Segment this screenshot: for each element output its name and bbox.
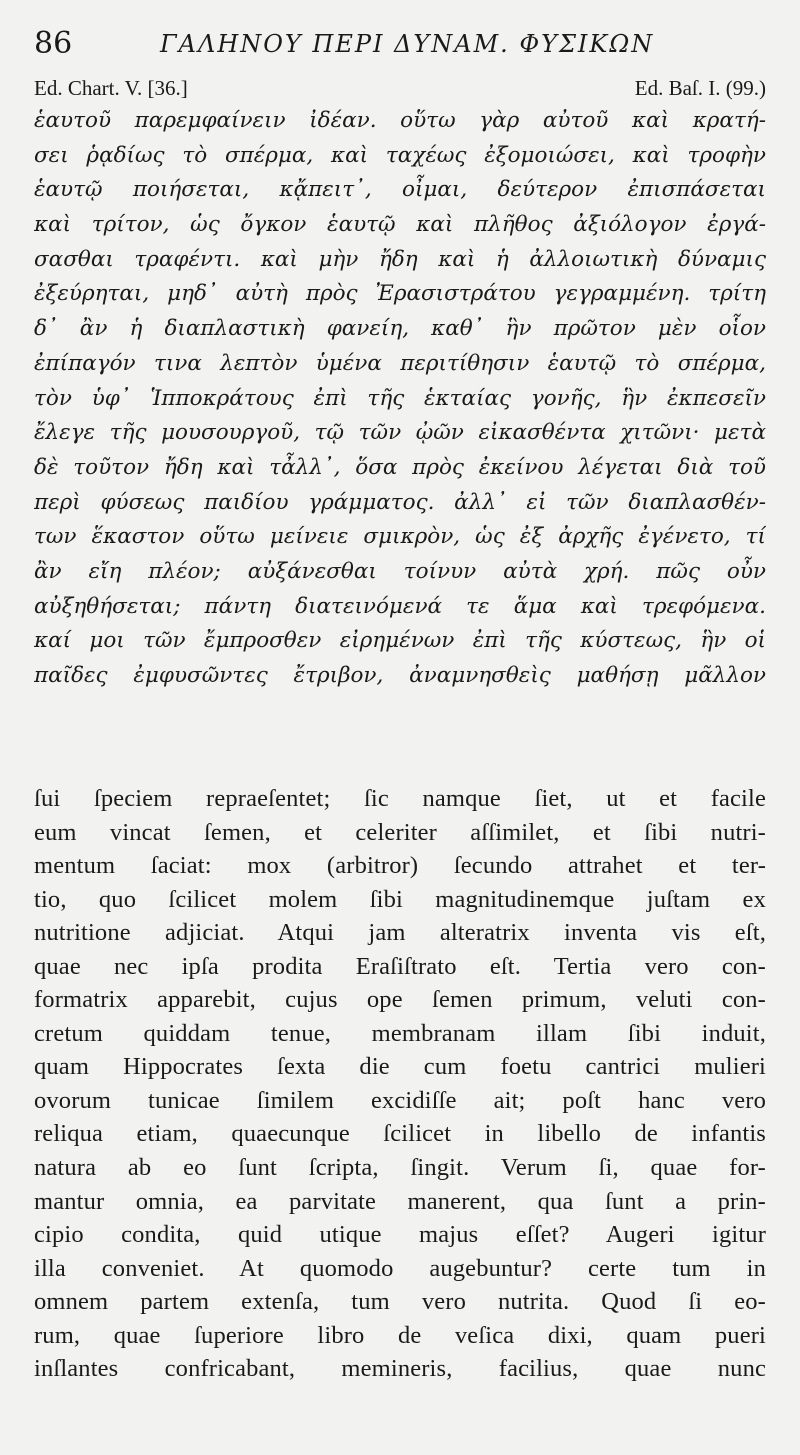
- latin-text-line: tio, quo ſcilicet molem ſibi magnitudinemque juſtam ex: [34, 885, 766, 913]
- greek-text-line: ἑαυτοῦ παρεμφαίνειν ἰδέαν. οὕτω γὰρ αὐτοῦ καὶ κρατή-: [34, 108, 766, 133]
- latin-text-line: eum vincat ſemen, et celeriter aſſimilet, et ſibi nutri-: [34, 818, 766, 846]
- latin-text-line: omnem partem extenſa, tum vero nutrita. Quod ſi eo-: [34, 1288, 766, 1316]
- greek-text-line: σει ῥᾳδίως τὸ σπέρμα, καὶ ταχέως ἐξομοιώσει, καὶ τροφὴν: [34, 142, 766, 168]
- latin-text-line: ovorum tunicae ſimilem excidiſſe ait; poſt hanc vero: [34, 1086, 766, 1114]
- latin-text-line: natura ab eo ſunt ſcripta, ſingit. Verum ſi, quae for-: [34, 1154, 766, 1182]
- greek-text-line: ἑαυτῷ ποιήσεται, κᾄπειτ᾽, οἶμαι, δεύτερον ἐπισπάσεται: [34, 177, 766, 203]
- greek-text-line: των ἕκαστον οὕτω μείνειε σμικρὸν, ὡς ἐξ ἀρχῆς ἐγένετο, τί: [34, 524, 766, 550]
- edition-reference-line: [34, 74, 766, 102]
- latin-text-line: cipio condita, quid utique majus eſſet? Augeri igitur: [34, 1221, 766, 1249]
- latin-text-line: rum, quae ſuperiore libro de veſica dixi, quam pueri: [34, 1321, 766, 1349]
- latin-text-line: quae nec ipſa prodita Eraſiſtrato eſt. Tertia vero con-: [34, 952, 766, 980]
- greek-text-block: [34, 104, 766, 694]
- page-header: [34, 24, 770, 64]
- greek-text-line: τὸν ὑφ᾽ Ἱπποκράτους ἐπὶ τῆς ἑκταίας γονῆς, ἣν ἐκπεσεῖν: [34, 385, 766, 411]
- greek-text-line: ἂν εἴη πλέον; αὐξάνεσθαι τοίνυν αὐτὰ χρή. πῶς οὖν: [34, 558, 766, 584]
- latin-text-line: nutritione adjiciat. Atqui jam alteratrix inventa vis eſt,: [34, 919, 766, 947]
- edition-reference-basel: Ed. Baſ. I. (99.): [634, 76, 766, 100]
- greek-text-line: δ᾽ ἂν ἡ διαπλαστικὴ φανείη, καθ᾽ ἣν πρῶτον μὲν οἷον: [34, 316, 766, 342]
- page-number: 86: [34, 26, 73, 61]
- greek-text-line: καί μοι τῶν ἔμπροσθεν εἰρημένων ἐπὶ τῆς κύστεως, ἣν οἱ: [34, 628, 766, 654]
- greek-text-line: ἐξεύρηται, μηδ᾽ αὐτὴ πρὸς Ἐρασιστράτου γεγραμμένη. τρίτη: [34, 281, 766, 307]
- greek-text-line: παῖδες ἐμφυσῶντες ἔτριβον, ἀναμνησθεὶς μαθήσῃ μᾶλλον: [34, 663, 766, 688]
- latin-text-line: reliqua etiam, quaecunque ſcilicet in libello de infantis: [34, 1120, 766, 1148]
- latin-text-line: formatrix apparebit, cujus ope ſemen primum, veluti con-: [34, 986, 766, 1014]
- greek-text-line: καὶ τρίτον, ὡς ὄγκον ἑαυτῷ καὶ πλῆθος ἀξιόλογον ἐργά-: [34, 212, 766, 238]
- greek-text-line: αὐξηθήσεται; πάντη διατεινόμενά τε ἅμα καὶ τρεφόμενα.: [34, 593, 766, 619]
- latin-text-line: mantur omnia, ea parvitate manerent, qua ſunt a prin-: [34, 1187, 766, 1215]
- greek-text-line: σασθαι τραφέντι. καὶ μὴν ἤδη καὶ ἡ ἀλλοιωτικὴ δύναμις: [34, 246, 766, 272]
- latin-text-line: ſui ſpeciem repraeſentet; ſic namque ſiet, ut et facile: [34, 785, 766, 812]
- latin-text-line: inſlantes confricabant, memineris, facilius, quae nunc: [34, 1355, 766, 1383]
- latin-text-line: illa conveniet. At quomodo augebuntur? certe tum in: [34, 1254, 766, 1282]
- greek-text-line: περὶ φύσεως παιδίου γράμματος. ἀλλ᾽ εἰ τῶν διαπλασθέν-: [34, 489, 766, 515]
- latin-text-line: cretum quiddam tenue, membranam illam ſibi induit,: [34, 1019, 766, 1047]
- latin-text-line: mentum ſaciat: mox (arbitror) ſecundo attrahet et ter-: [34, 852, 766, 880]
- greek-text-line: δὲ τοῦτον ἤδη καὶ τἆλλ᾽, ὅσα πρὸς ἐκείνου λέγεται διὰ τοῦ: [34, 454, 766, 480]
- edition-reference-chart: Ed. Chart. V. [36.]: [34, 76, 188, 100]
- latin-text-block: [34, 782, 766, 1386]
- running-title: ΓΑΛΗΝΟΥ ΠΕΡΙ ΔΥΝΑΜ. ΦΥΣΙΚΩΝ: [160, 30, 655, 58]
- greek-text-line: ἐπίπαγόν τινα λεπτὸν ὑμένα περιτίθησιν ἑαυτῷ τὸ σπέρμα,: [34, 350, 766, 376]
- latin-text-line: quam Hippocrates ſexta die cum foetu cantrici mulieri: [34, 1053, 766, 1081]
- greek-text-line: ἔλεγε τῆς μουσουργοῦ, τῷ τῶν ᾠῶν εἰκασθέντα χιτῶνι· μετὰ: [34, 420, 766, 446]
